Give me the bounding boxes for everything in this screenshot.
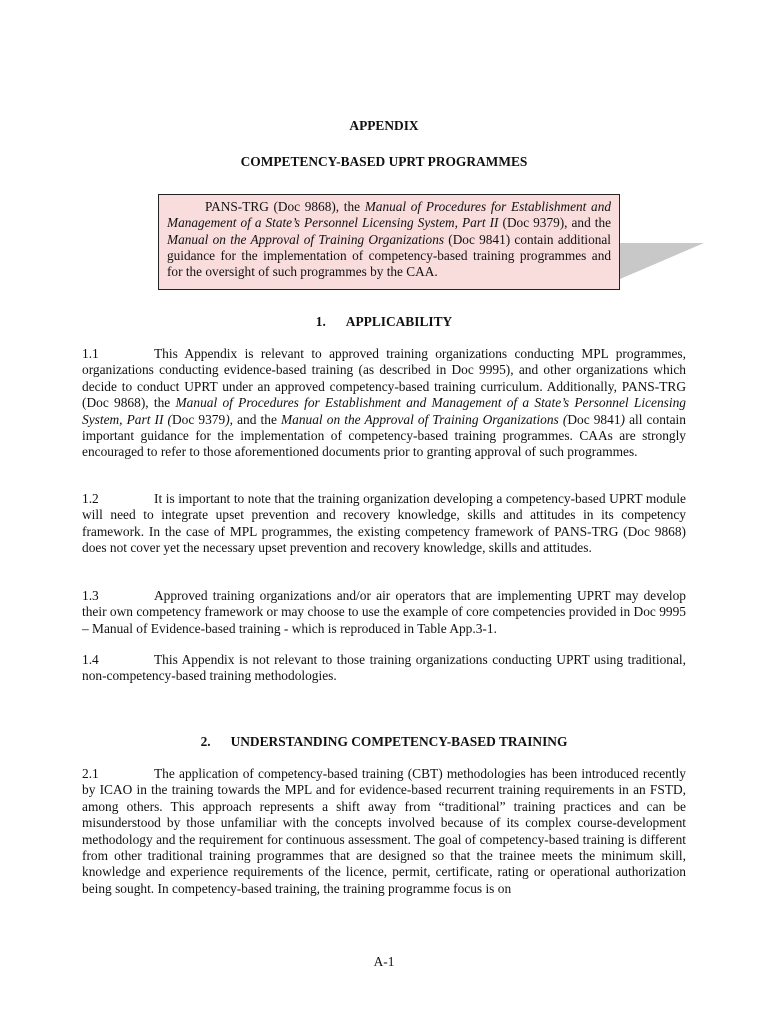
paragraph-1-3 xyxy=(82,588,686,637)
section-1-heading xyxy=(0,314,768,330)
note-text-2: (Doc 9379), and the xyxy=(498,215,611,231)
p11-italic-3: Manual on the Approval of Training Organizations ( xyxy=(281,411,568,427)
page-number: A-1 xyxy=(373,954,395,969)
appendix-title: APPENDIX xyxy=(349,118,419,133)
p11-italic-1: Manual of Procedures for Establishment and Management of a State’s Personnel Licensing System, Part II ( xyxy=(82,395,686,427)
appendix-subtitle: COMPETENCY-BASED UPRT PROGRAMMES xyxy=(240,154,528,169)
paragraph-1-4-number: 1.4 xyxy=(82,652,99,667)
paragraph-1-3-text: Approved training organizations and/or air operators that are implementing UPRT may develop their own competency framework or may choose to use the example of core competencies provided in Doc 9995 – Manual of Evidence-based training - which is reproduced in Table App.3-1. xyxy=(82,588,686,636)
p11-italic-2: ), xyxy=(225,411,234,427)
note-italic-1: Manual of Procedures for Establishment and Management of a State’s Personnel Licensing System, Part II xyxy=(167,199,612,231)
note-text-3: (Doc 9841) contain additional guidance for the implementation of competency-based training programmes and for the oversight of such programmes by the CAA. xyxy=(167,231,611,280)
paragraph-1-2-number: 1.2 xyxy=(82,491,99,506)
note-italic-2: Manual on the Approval of Training Organizations xyxy=(167,231,445,247)
section-1-number: 1. xyxy=(315,314,326,329)
paragraph-1-4 xyxy=(82,652,686,685)
section-2-number: 2. xyxy=(200,734,211,749)
paragraph-1-1 xyxy=(82,346,686,461)
guidance-note-box xyxy=(158,194,620,290)
paragraph-2-1-text: The application of competency-based training (CBT) methodologies has been introduced recently by ICAO in the training towards the MPL and for evidence-based recurrent training requirements in an FSTD, among others. This approach represents a shift away from “traditional” training practices and can be misunderstood by those unfamiliar with the concepts involved because of its complex course-development methodology and the requirement for continuous assessment. The goal of competency-based training is different from other traditional training programmes that are designed so that the trainee meets the minimum skill, knowledge and experience requirements of the licence, permit, certificate, rating or operational authorization being sought. In competency-based training, the training programme focus is on xyxy=(82,766,686,896)
p11-text-3: and the xyxy=(233,411,281,427)
p11-text-1: This Appendix is relevant to approved training organizations conducting MPL programmes, organizations conducting evidence-based training (as described in Doc 9995), and other organizations which decide to conduct UPRT under an approved competency-based training curriculum. Additionally, PANS-TRG (Doc 9868), the xyxy=(82,346,686,411)
p11-text-2: Doc 9379 xyxy=(172,411,226,427)
paragraph-1-3-number: 1.3 xyxy=(82,588,99,603)
note-text-1: PANS-TRG (Doc 9868), the xyxy=(205,199,365,214)
paragraph-1-4-text: This Appendix is not relevant to those training organizations conducting UPRT using traditional, non-competency-based training methodologies. xyxy=(82,652,686,684)
paragraph-2-1-number: 2.1 xyxy=(82,766,99,781)
p11-italic-4: ) xyxy=(620,411,625,427)
paragraph-2-1 xyxy=(82,766,686,897)
section-1-title: APPLICABILITY xyxy=(345,314,453,329)
p11-text-4: Doc 9841 xyxy=(567,411,621,427)
section-2-heading xyxy=(0,734,768,750)
paragraph-1-2-text: It is important to note that the training organization developing a competency-based UPRT module will need to integrate upset prevention and recovery knowledge, skills and attitudes in its competency framework. In the case of MPL programmes, the existing competency framework of PANS-TRG (Doc 9868) does not cover yet the necessary upset prevention and recovery knowledge, skills and attitudes. xyxy=(82,491,686,556)
paragraph-1-1-number: 1.1 xyxy=(82,346,99,361)
paragraph-1-2 xyxy=(82,491,686,557)
p11-text-5: all contain important guidance for the implementation of competency-based training programmes. CAAs are strongly encouraged to refer to those aforementioned documents prior to granting approval of such programmes. xyxy=(82,411,686,460)
section-2-title: UNDERSTANDING COMPETENCY-BASED TRAINING xyxy=(230,734,568,749)
